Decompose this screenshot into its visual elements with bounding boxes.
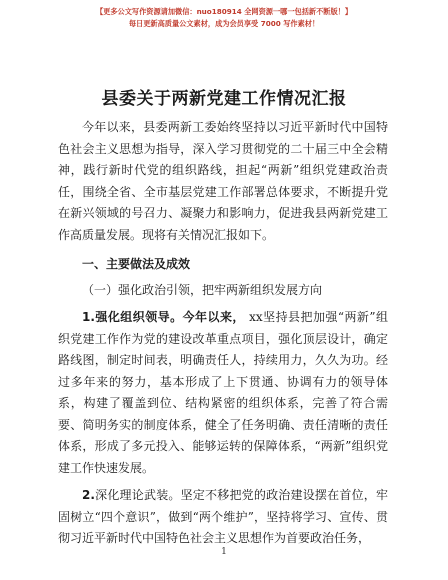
page-number: 1 xyxy=(221,547,227,557)
item-1-emphasis: 今年以来， xyxy=(182,310,245,324)
document-title: 县委关于两新党建工作情况汇报 xyxy=(101,89,347,109)
document-body xyxy=(58,117,388,550)
section-heading: 一、主要做法及成效 xyxy=(82,257,191,271)
promo-line-2: 每日更新高质量公文素材，成为会员享受 7000 写作素材！ xyxy=(128,19,320,28)
promo-banner xyxy=(0,7,448,29)
intro-paragraph: 今年以来，县委两新工委始终坚持以习近平新时代中国特色社会主义思想为指导，深入学习贯彻党的二十届三中全会精神，践行新时代党的组织路线，担起“两新”组织党建政治责任，围绕全省、全市基层党建工作部署总体要求，不断提升党在新兴领域的号召力、凝聚力和影响力，促进我县两新党建工作高质量发展。现将有关情况汇报如下。 xyxy=(58,120,388,242)
subsection-heading: （一）强化政治引领，把牢两新组织发展方向 xyxy=(82,282,323,297)
item-2-lead: 2. xyxy=(82,488,95,502)
item-1-paragraph xyxy=(58,307,388,479)
item-2-text: 深化理论武装。坚定不移把党的政治建设摆在首位，牢固树立“四个意识”，做到“两个维护”，坚持将学习、宣传、贯彻习近平新时代中国特色社会主义思想作为首要政治任务， xyxy=(58,488,388,545)
item-2-paragraph xyxy=(58,485,388,550)
item-1-lead: 1.强化组织领导。 xyxy=(82,310,183,324)
item-1-text: xx坚持县把加强“两新”组织党建工作作为党的建设改革重点项目，强化顶层设计，确定路线图，制定时间表，明确责任人，持续用力，久久为功。经过多年来的努力，基本形成了上下贯通、协调有力的领导体系，构建了覆盖到位、结构紧密的组织体系，完善了符合需要、简明务实的制度体系，健全了任务明确、责任清晰的责任体系，形成了多元投入、能够运转的保障体系，“两新”组织党建工作快速发展。 xyxy=(58,310,388,475)
promo-line-1: 【更多公文写作资源请加微信：nuo180914 全网资源一哪一包括新不断版！】 xyxy=(95,7,353,16)
